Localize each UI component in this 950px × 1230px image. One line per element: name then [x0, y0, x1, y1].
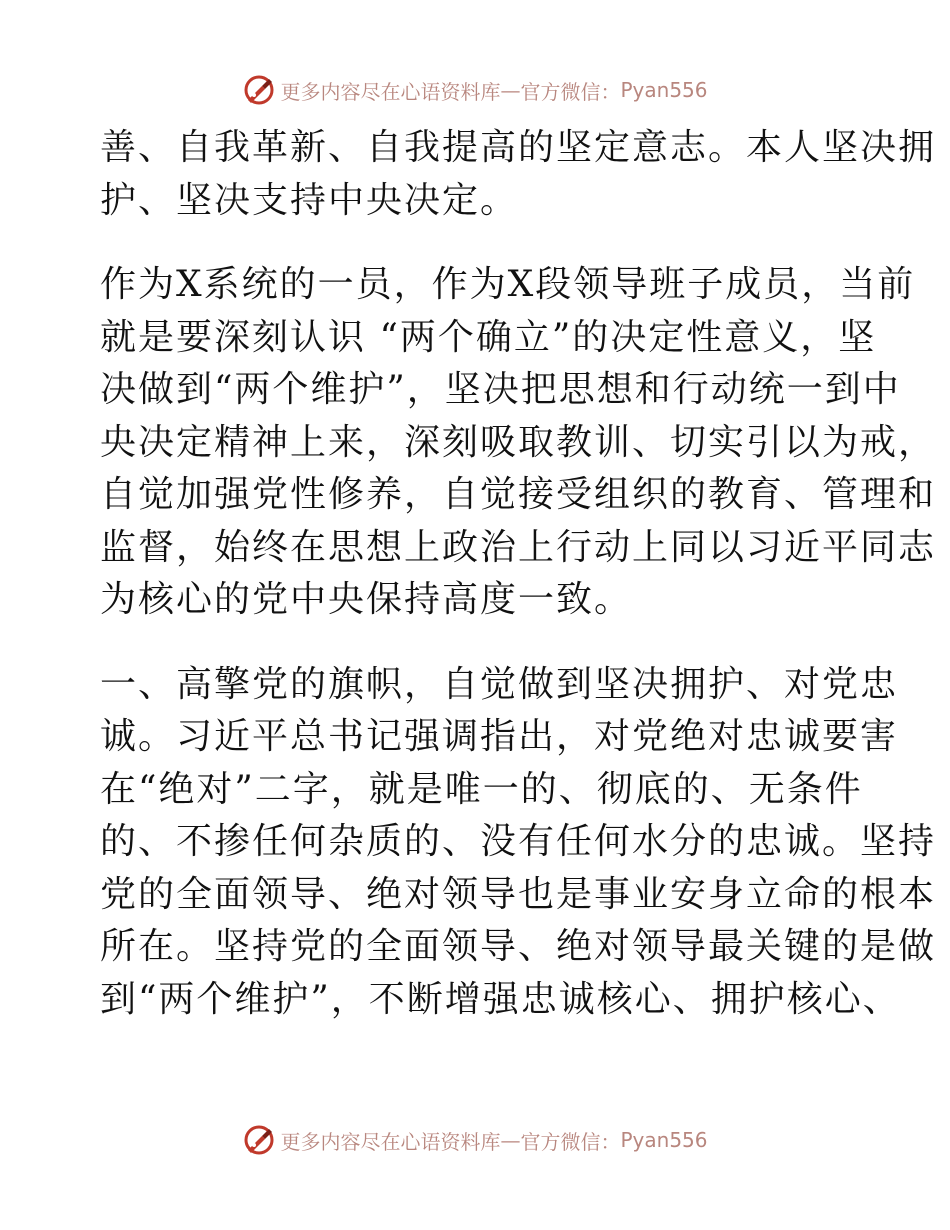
text-line: 一、高擎党的旗帜，自觉做到坚决拥护、对党忠: [100, 663, 899, 705]
pen-circle-icon: [242, 1123, 276, 1157]
text-line: 就是要深刻认识 “两个确立”的决定性意义，坚: [100, 316, 877, 358]
header-watermark-separator: —: [500, 78, 521, 102]
text-line: 央决定精神上来，深刻吸取教训、切实引以为戒，: [100, 421, 937, 463]
text-line: 自觉加强党性修养，自觉接受组织的教育、管理和: [100, 474, 937, 515]
text-line: 在“绝对”二字，就是唯一的、彻底的、无条件: [100, 768, 863, 810]
text-line: 为核心的党中央保持高度一致。: [100, 579, 633, 620]
footer-contact-id: Pyan556: [620, 1128, 708, 1152]
document-body: [100, 122, 937, 1026]
text-line: 所在。坚持党的全面领导、绝对领导最关键的是做: [100, 926, 937, 967]
text-line: 决做到“两个维护”，坚决把思想和行动统一到中: [100, 369, 901, 410]
pen-circle-icon: [242, 73, 276, 107]
text-line: 党的全面领导、绝对领导也是事业安身立命的根本: [100, 873, 937, 915]
text-line: 护、坚决支持中央决定。: [100, 179, 519, 221]
paragraph-1: [100, 122, 937, 227]
text-line: 监督，始终在思想上政治上行动上同以习近平同志: [100, 526, 937, 568]
footer-watermark-separator: —: [500, 1128, 521, 1152]
header-watermark: [0, 70, 950, 110]
text-line: 作为X系统的一员，作为X段领导班子成员，当前: [100, 264, 916, 305]
text-line: 到“两个维护”，不断增强忠诚核心、拥护核心、: [100, 978, 901, 1020]
text-line: 的、不掺任何杂质的、没有任何水分的忠诚。坚持: [100, 821, 937, 862]
paragraph-2: [100, 259, 937, 627]
text-line: 善、自我革新、自我提高的坚定意志。本人坚决拥: [100, 127, 937, 168]
footer-contact-label: 官方微信：: [520, 1129, 621, 1154]
header-contact-label: 官方微信：: [520, 79, 621, 104]
footer-watermark-text: 更多内容尽在心语资料库: [280, 1129, 501, 1154]
paragraph-3: [100, 659, 937, 1027]
header-watermark-text: 更多内容尽在心语资料库: [280, 79, 501, 104]
header-contact-id: Pyan556: [620, 78, 708, 102]
footer-watermark: [0, 1120, 950, 1160]
text-line: 诚。习近平总书记强调指出，对党绝对忠诚要害: [100, 716, 899, 757]
